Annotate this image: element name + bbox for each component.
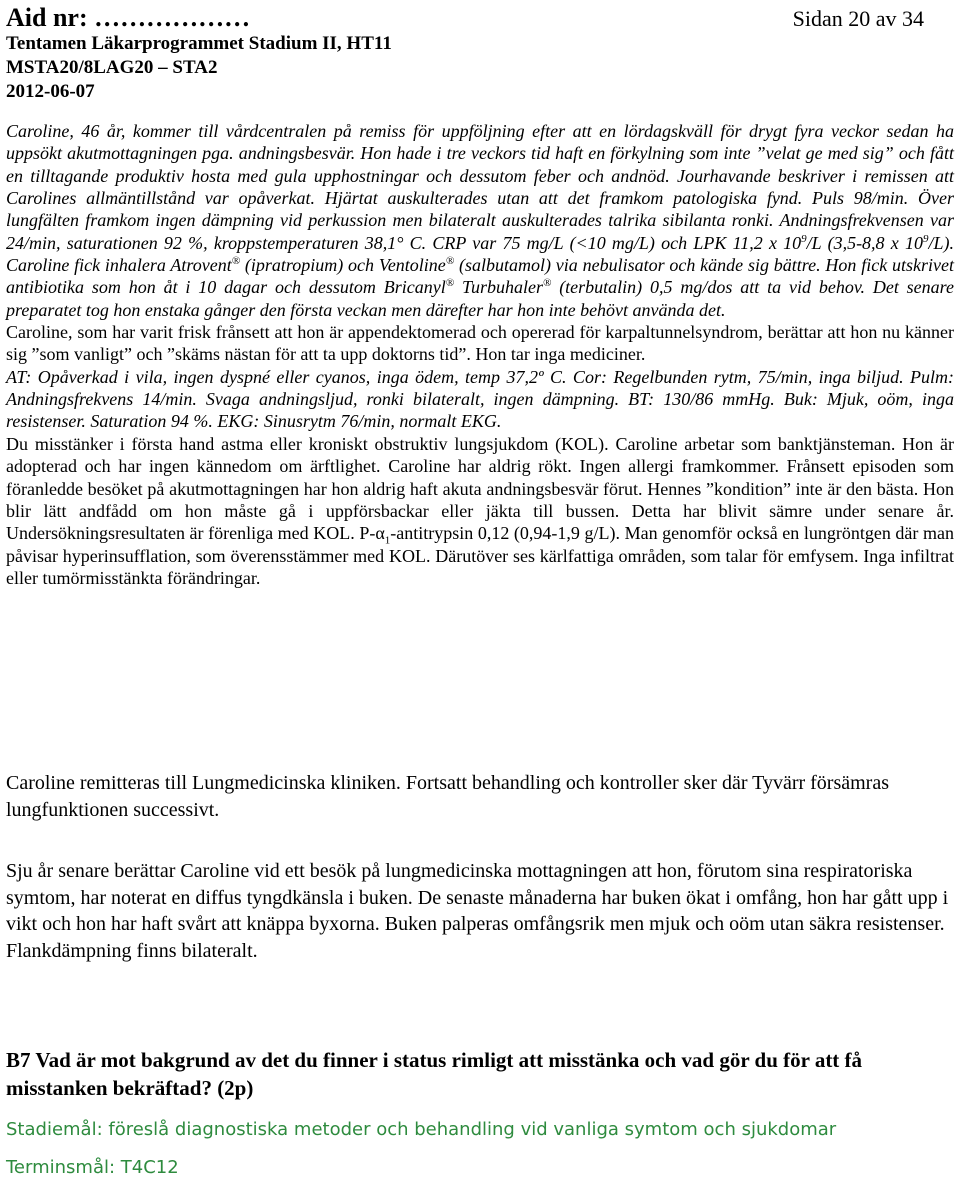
referral-paragraph: Caroline remitteras till Lungmedicinska kliniken. Fortsatt behandling och kontroller sker där Tyvärr försämras lungfunktionen successivt. <box>6 772 889 821</box>
case-paragraph-4: Du misstänker i första hand astma eller kroniskt obstruktiv lungsjukdom (KOL). Caroline arbetar som banktjänsteman. Hon är adopterad och har ingen kännedom om ärftlighet. Caroline har aldrig rökt. Ingen allergi framkommer. Frånsett episoden som föranledde besöket på akutmottagningen har hon aldrig haft akuta andningsbesvär förut. Hennes ”kondition” inte är den bästa. Hon blir lätt andfådd om hon måste gå i uppförsbackar eller jäkta till bussen. Detta har blivit sämre under senare år. Undersökningsresultaten är förenliga med KOL. $P-\alpha_1$-antitrypsin 0,12 (0,94-1,9 g/L). Man genomför också en lungröntgen där man påvisar hyperinsufflation, som överensstämmer med KOL. Därutöver ses kärlfattiga områden, som talar för emfysem. Inga infiltrat eller tumörmisstänkta förändringar. <box>6 433 954 588</box>
followup-paragraph: Sju år senare berättar Caroline vid ett besök på lungmedicinska mottagningen att hon, förutom sina respiratoriska symtom, har noterat en diffus tyngdkänsla i buken. De senaste månaderna har buken ökat i omfång, hon har gått upp i vikt och hon har haft svårt att knäppa byxorna. Buken palperas omfångsrik men mjuk och oöm utan säkra resistenser. Flankdämpning finns bilateralt. <box>6 860 949 962</box>
registered-mark: ® <box>445 277 455 290</box>
case-paragraph-3: AT: Opåverkad i vila, ingen dyspné eller cyanos, inga ödem, temp 37,2º C. Cor: Regelbunden rytm, 75/min, inga biljud. Pulm: Andningsfrekvens 14/min. Svaga andningsljud, ronki bilateralt, ingen dämpning. BT: 130/86 mmHg. Buk: Mjuk, oöm, inga resistenser. Saturation 94 %. EKG: Sinusrytm 76/min, normalt EKG. <box>6 366 954 432</box>
registered-mark: ® <box>542 277 552 290</box>
registered-mark: ® <box>445 255 455 268</box>
question-b7: B7 Vad är mot bakgrund av det du finner i status rimligt att misstänka och vad gör du för att få misstanken bekräftad? (2p) <box>6 1048 863 1100</box>
stadiemal: Stadiemål: föreslå diagnostiska metoder och behandling vid vanliga symtom och sjukdomar <box>6 1119 837 1140</box>
case-paragraph-1: Caroline, 46 år, kommer till vårdcentralen på remiss för uppföljning efter att en lördagskväll för drygt fyra veckor sedan ha uppsökt akutmottagningen pga. andningsbesvär. Hon hade i tre veckors tid haft en förkylning som inte ”velat ge med sig” och fått en tilltagande produktiv hosta med gula upphostningar och dessutom feber och andnöd. Jourhavande beskriver i remissen att Carolines allmäntillstånd var opåverkat. Hjärtat auskulterades utan att det framkom patologiska fynd. Puls 98/min. Över lungfälten framkom ingen dämpning vid perkussion men bilateralt auskulterades talrika sibilanta ronki. Andningsfrekvensen var 24/min, saturationen 92 %, kroppstemperaturen 38,1° C. CRP var 75 mg/L (<10 mg/L) och LPK 11,2 x $10^9/L$ (3,5-8,8 x $10^9/L$). Caroline fick inhalera Atrovent® (ipratropium) och Ventoline® (salbutamol) via nebulisator och kände sig bättre. Hon fick utskrivet antibiotika som hon åt i 10 dagar och dessutom Bricanyl® Turbuhaler® (terbutalin) 0,5 mg/dos att ta vid behov. Det senare preparatet tog hon enstaka gånger den första veckan men därefter har hon inte behövt använda det. <box>6 121 954 320</box>
exam-date: 2012-06-07 <box>6 81 95 102</box>
terminsmal: Terminsmål: T4C12 <box>6 1157 179 1178</box>
page-number: Sidan 20 av 34 <box>792 6 924 31</box>
course-code: MSTA20/8LAG20 – STA2 <box>6 57 218 78</box>
exam-title: Tentamen Läkarprogrammet Stadium II, HT11 <box>6 33 392 54</box>
case-paragraph-2: Caroline, som har varit frisk frånsett att hon är appendektomerad och opererad för karpaltunnelsyndrom, berättar att hon nu känner sig ”som vanligt” och ”skäms nästan för att ta upp doktorns tid”. Hon tar inga mediciner. <box>6 322 954 365</box>
case-description <box>6 120 954 589</box>
aid-number: Aid nr: ……………… <box>6 3 251 32</box>
registered-mark: ® <box>231 255 241 268</box>
